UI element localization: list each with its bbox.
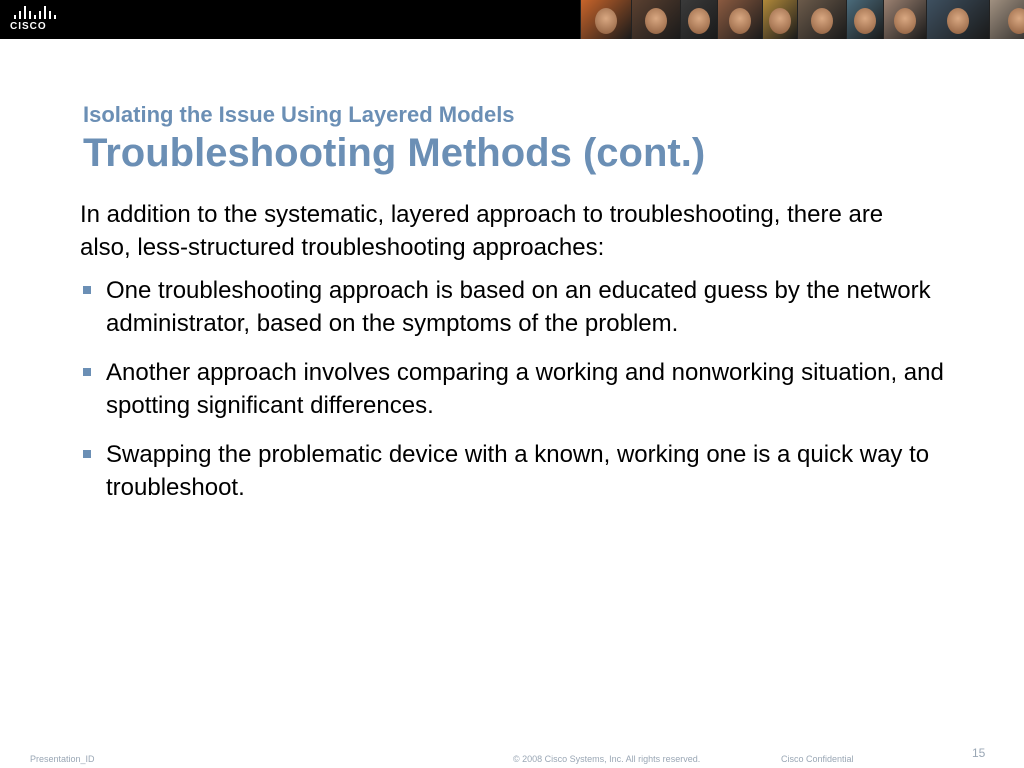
slide-subtitle: Isolating the Issue Using Layered Models bbox=[83, 102, 515, 127]
header-banner bbox=[0, 0, 1024, 39]
bullet-list bbox=[80, 274, 960, 504]
header-photo bbox=[680, 0, 717, 39]
presentation-id: Presentation_ID bbox=[30, 754, 95, 764]
slide-footer bbox=[0, 748, 1024, 768]
bullet-item bbox=[80, 274, 960, 340]
confidential-label: Cisco Confidential bbox=[781, 754, 854, 764]
slide-title: Troubleshooting Methods (cont.) bbox=[83, 131, 706, 175]
bullet-text: One troubleshooting approach is based on an educated guess by the network administrator, based on the symptoms of the problem. bbox=[106, 277, 931, 337]
bullet-text: Another approach involves comparing a working and nonworking situation, and spotting significant differences. bbox=[106, 359, 944, 419]
photo-face bbox=[1008, 8, 1024, 34]
photo-face bbox=[894, 8, 916, 34]
bullet-item bbox=[80, 356, 960, 422]
photo-face bbox=[854, 8, 876, 34]
square-bullet-icon bbox=[83, 286, 91, 294]
header-photo bbox=[926, 0, 989, 39]
header-photo-strip bbox=[580, 0, 1024, 39]
header-photo bbox=[717, 0, 762, 39]
photo-face bbox=[595, 8, 617, 34]
header-photo bbox=[631, 0, 680, 39]
photo-face bbox=[811, 8, 833, 34]
header-photo bbox=[762, 0, 797, 39]
copyright-notice: © 2008 Cisco Systems, Inc. All rights reserved. bbox=[513, 754, 701, 764]
cisco-logo bbox=[10, 6, 62, 34]
photo-face bbox=[729, 8, 751, 34]
bullet-text: Swapping the problematic device with a known, working one is a quick way to troubleshoot. bbox=[106, 441, 930, 501]
header-photo bbox=[989, 0, 1024, 39]
photo-face bbox=[769, 8, 791, 34]
intro-paragraph: In addition to the systematic, layered approach to troubleshooting, there are also, less-structured troubleshooting approaches: bbox=[80, 201, 884, 261]
photo-face bbox=[688, 8, 710, 34]
photo-face bbox=[645, 8, 667, 34]
bullet-item bbox=[80, 438, 960, 504]
header-photo bbox=[580, 0, 631, 39]
square-bullet-icon bbox=[83, 368, 91, 376]
photo-face bbox=[947, 8, 969, 34]
cisco-bars-icon bbox=[10, 6, 62, 19]
cisco-wordmark: CISCO bbox=[10, 21, 47, 32]
page-number: 15 bbox=[972, 746, 986, 760]
slide-body bbox=[80, 198, 960, 520]
square-bullet-icon bbox=[83, 450, 91, 458]
header-photo bbox=[797, 0, 846, 39]
header-photo bbox=[883, 0, 926, 39]
header-photo bbox=[846, 0, 883, 39]
